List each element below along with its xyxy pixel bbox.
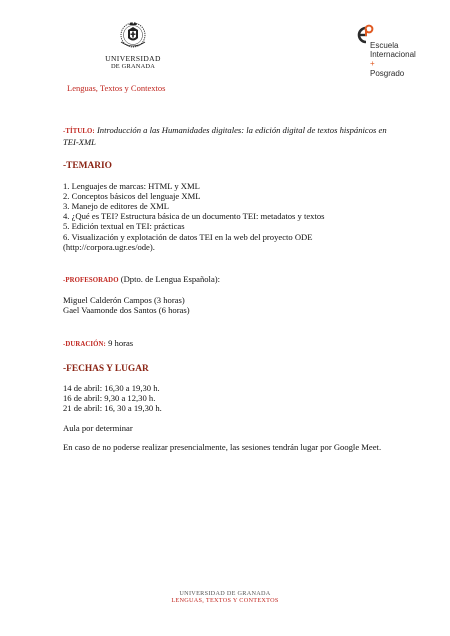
school-name-line3-text: Posgrado xyxy=(370,68,405,78)
university-crest-icon xyxy=(118,20,148,52)
session-date: 14 de abril: 16,30 a 19,30 h. xyxy=(63,383,160,394)
session-date: 16 de abril: 9,30 a 12,30 h. xyxy=(63,393,156,404)
course-title xyxy=(63,125,408,147)
footer-university: UNIVERSIDAD DE GRANADA xyxy=(179,590,271,597)
title-label: -TÍTULO: xyxy=(63,128,95,135)
faculty-department: (Dpto. de Lengua Española): xyxy=(120,274,221,285)
online-note: En caso de no poderse realizar presencialmente, las sesiones tendrán lugar por Google Meet. xyxy=(63,441,382,452)
room-info: Aula por determinar xyxy=(63,422,133,433)
syllabus-item: (http://corpora.ugr.es/ode). xyxy=(63,241,155,252)
university-name-line2: DE GRANADA xyxy=(110,63,156,70)
course-info xyxy=(63,125,408,452)
page-footer xyxy=(0,590,450,605)
faculty-line xyxy=(63,274,408,286)
syllabus-item: 6. Visualización y explotación de datos TEI en la web del proyecto ODE xyxy=(63,231,313,242)
syllabus-item: 3. Manejo de editores de XML xyxy=(63,201,169,212)
syllabus-item: 1. Lenguajes de marcas: HTML y XML xyxy=(63,180,200,191)
school-name-line2: Internacional xyxy=(370,50,416,60)
duration-label: -DURACIÓN: xyxy=(63,340,106,348)
session-date: 21 de abril: 16, 30 a 19,30 h. xyxy=(63,403,162,414)
university-name-line1: UNIVERSIDAD xyxy=(105,54,161,63)
faculty-member: Miguel Calderón Campos (3 horas) xyxy=(63,295,185,306)
duration-value: 9 horas xyxy=(108,337,134,348)
school-name xyxy=(370,41,416,78)
faculty-member: Gael Vaamonde dos Santos (6 horas) xyxy=(63,305,190,316)
plus-icon: + xyxy=(370,59,375,69)
syllabus-list xyxy=(63,181,408,252)
syllabus-heading: -TEMARIO xyxy=(63,161,112,172)
title-line1: Introducción a las Humanidades digitales: la edición digital de textos hispánicos en xyxy=(96,125,387,135)
school-name-line3 xyxy=(370,59,416,77)
syllabus-item: 2. Conceptos básicos del lenguaje XML xyxy=(63,190,201,201)
school-logo xyxy=(352,24,432,78)
syllabus-item: 4. ¿Qué es TEI? Estructura básica de un documento TEI: metadatos y textos xyxy=(63,211,325,222)
school-name-line1: Escuela xyxy=(370,41,399,50)
university-logo xyxy=(102,20,164,78)
syllabus-item: 5. Edición textual en TEI: prácticas xyxy=(63,221,185,232)
university-name xyxy=(98,55,168,71)
faculty-label: -PROFESORADO xyxy=(63,277,119,285)
department-name: Lenguas, Textos y Contextos xyxy=(67,83,166,93)
duration-line xyxy=(63,338,408,350)
footer-department: LENGUAS, TEXTOS Y CONTEXTOS xyxy=(171,597,279,605)
dates-heading: -FECHAS Y LUGAR xyxy=(63,363,149,374)
title-line2: TEI-XML xyxy=(63,137,96,148)
